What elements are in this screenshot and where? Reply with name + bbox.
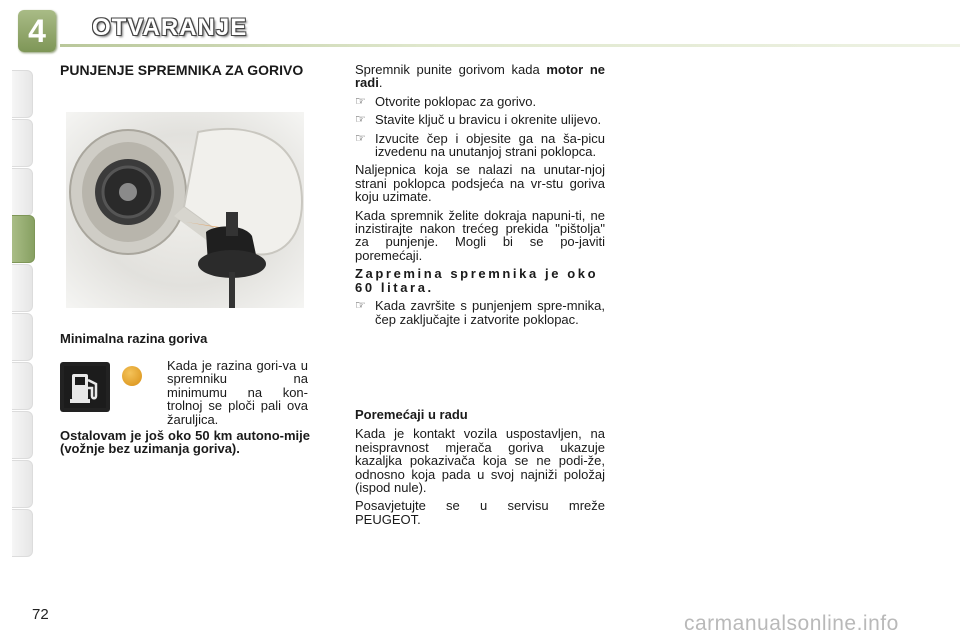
pointing-hand-icon: ☞ (355, 93, 366, 108)
sticker-paragraph: Naljepnica koja se nalazi na unutar-njoj strani poklopca podsjeća na vr-stu goriva koju uzimate. (355, 162, 605, 205)
side-tab-8[interactable] (12, 411, 33, 459)
step-item (355, 299, 605, 326)
side-tab-4-active[interactable] (12, 215, 35, 263)
intro-paragraph (355, 63, 605, 90)
side-tab-9[interactable] (12, 460, 33, 508)
chapter-title: OTVARANJE (92, 14, 248, 41)
side-tab-7[interactable] (12, 362, 33, 410)
step-item (355, 132, 605, 159)
chapter-side-tabs (12, 70, 34, 575)
side-tab-2[interactable] (12, 119, 33, 167)
malfunction-block (355, 408, 605, 531)
step-item (355, 113, 605, 126)
side-tab-3[interactable] (12, 168, 33, 216)
intro-end: . (378, 75, 383, 91)
side-tab-10[interactable] (12, 509, 33, 557)
fill-paragraph: Kada spremnik želite dokraja napuni-ti, ne inzistirajte nakon trećeg prekida "pištolja" za punjenje. Mogli bi se po-javiti poremećaji. (355, 207, 605, 263)
chapter-number-badge: 4 (18, 10, 56, 52)
step-text: Otvorite poklopac za gorivo. (375, 93, 537, 109)
warning-lamp-icon (122, 366, 142, 386)
header-rule (60, 44, 960, 47)
side-tab-1[interactable] (12, 70, 33, 118)
min-level-text: Kada je razina gori-va u spremniku na minimumu na kon-trolnoj se ploči pali ova žaruljica. (167, 358, 308, 427)
pointing-hand-icon: ☞ (355, 112, 366, 127)
service-text: Posavjetujte se u servisu mreže PEUGEOT. (355, 498, 605, 527)
right-column (355, 63, 605, 331)
intro-text: Spremnik punite gorivom kada (355, 62, 547, 77)
min-level-title: Minimalna razina goriva (60, 331, 208, 346)
step-text: Izvucite čep i objesite ga na ša-picu izvedenu na unutanjoj strani poklopca. (375, 130, 605, 160)
fuel-cap-photo (66, 112, 304, 308)
side-tab-6[interactable] (12, 313, 33, 361)
intro-bold-text: motor ne radi (355, 62, 605, 91)
watermark: carmanualsonline.info (684, 612, 899, 635)
fuel-gauge-warning-icon (60, 362, 110, 412)
page-number: 72 (32, 606, 49, 623)
step-text: Kada završite s punjenjem spre-mnika, čep zaključajte i zatvorite poklopac. (375, 298, 605, 327)
malfunction-text: Kada je kontakt vozila uspostavljen, na neispravnost mjerača goriva ukazuje kazaljka pokazivača koja se ne podi-že, odnosno koja pada u svoj najniži položaj (ispod nule). (355, 426, 605, 496)
capacity-paragraph: Zapremina spremnika je oko 60 litara. (355, 266, 599, 295)
pointing-hand-icon: ☞ (355, 298, 366, 313)
malfunction-title: Poremećaji u radu (355, 407, 468, 422)
step-item (355, 95, 605, 108)
remaining-range-text: Ostalovam je još oko 50 km autono-mije (vožnje bez uzimanja goriva). (60, 428, 310, 457)
pointing-hand-icon: ☞ (355, 130, 366, 145)
step-text: Stavite ključ u bravicu i okrenite ulijevo. (375, 112, 602, 128)
fuel-filler-illustration (66, 112, 304, 308)
side-tab-5[interactable] (12, 264, 33, 312)
section-title: PUNJENJE SPREMNIKA ZA GORIVO (60, 62, 304, 78)
